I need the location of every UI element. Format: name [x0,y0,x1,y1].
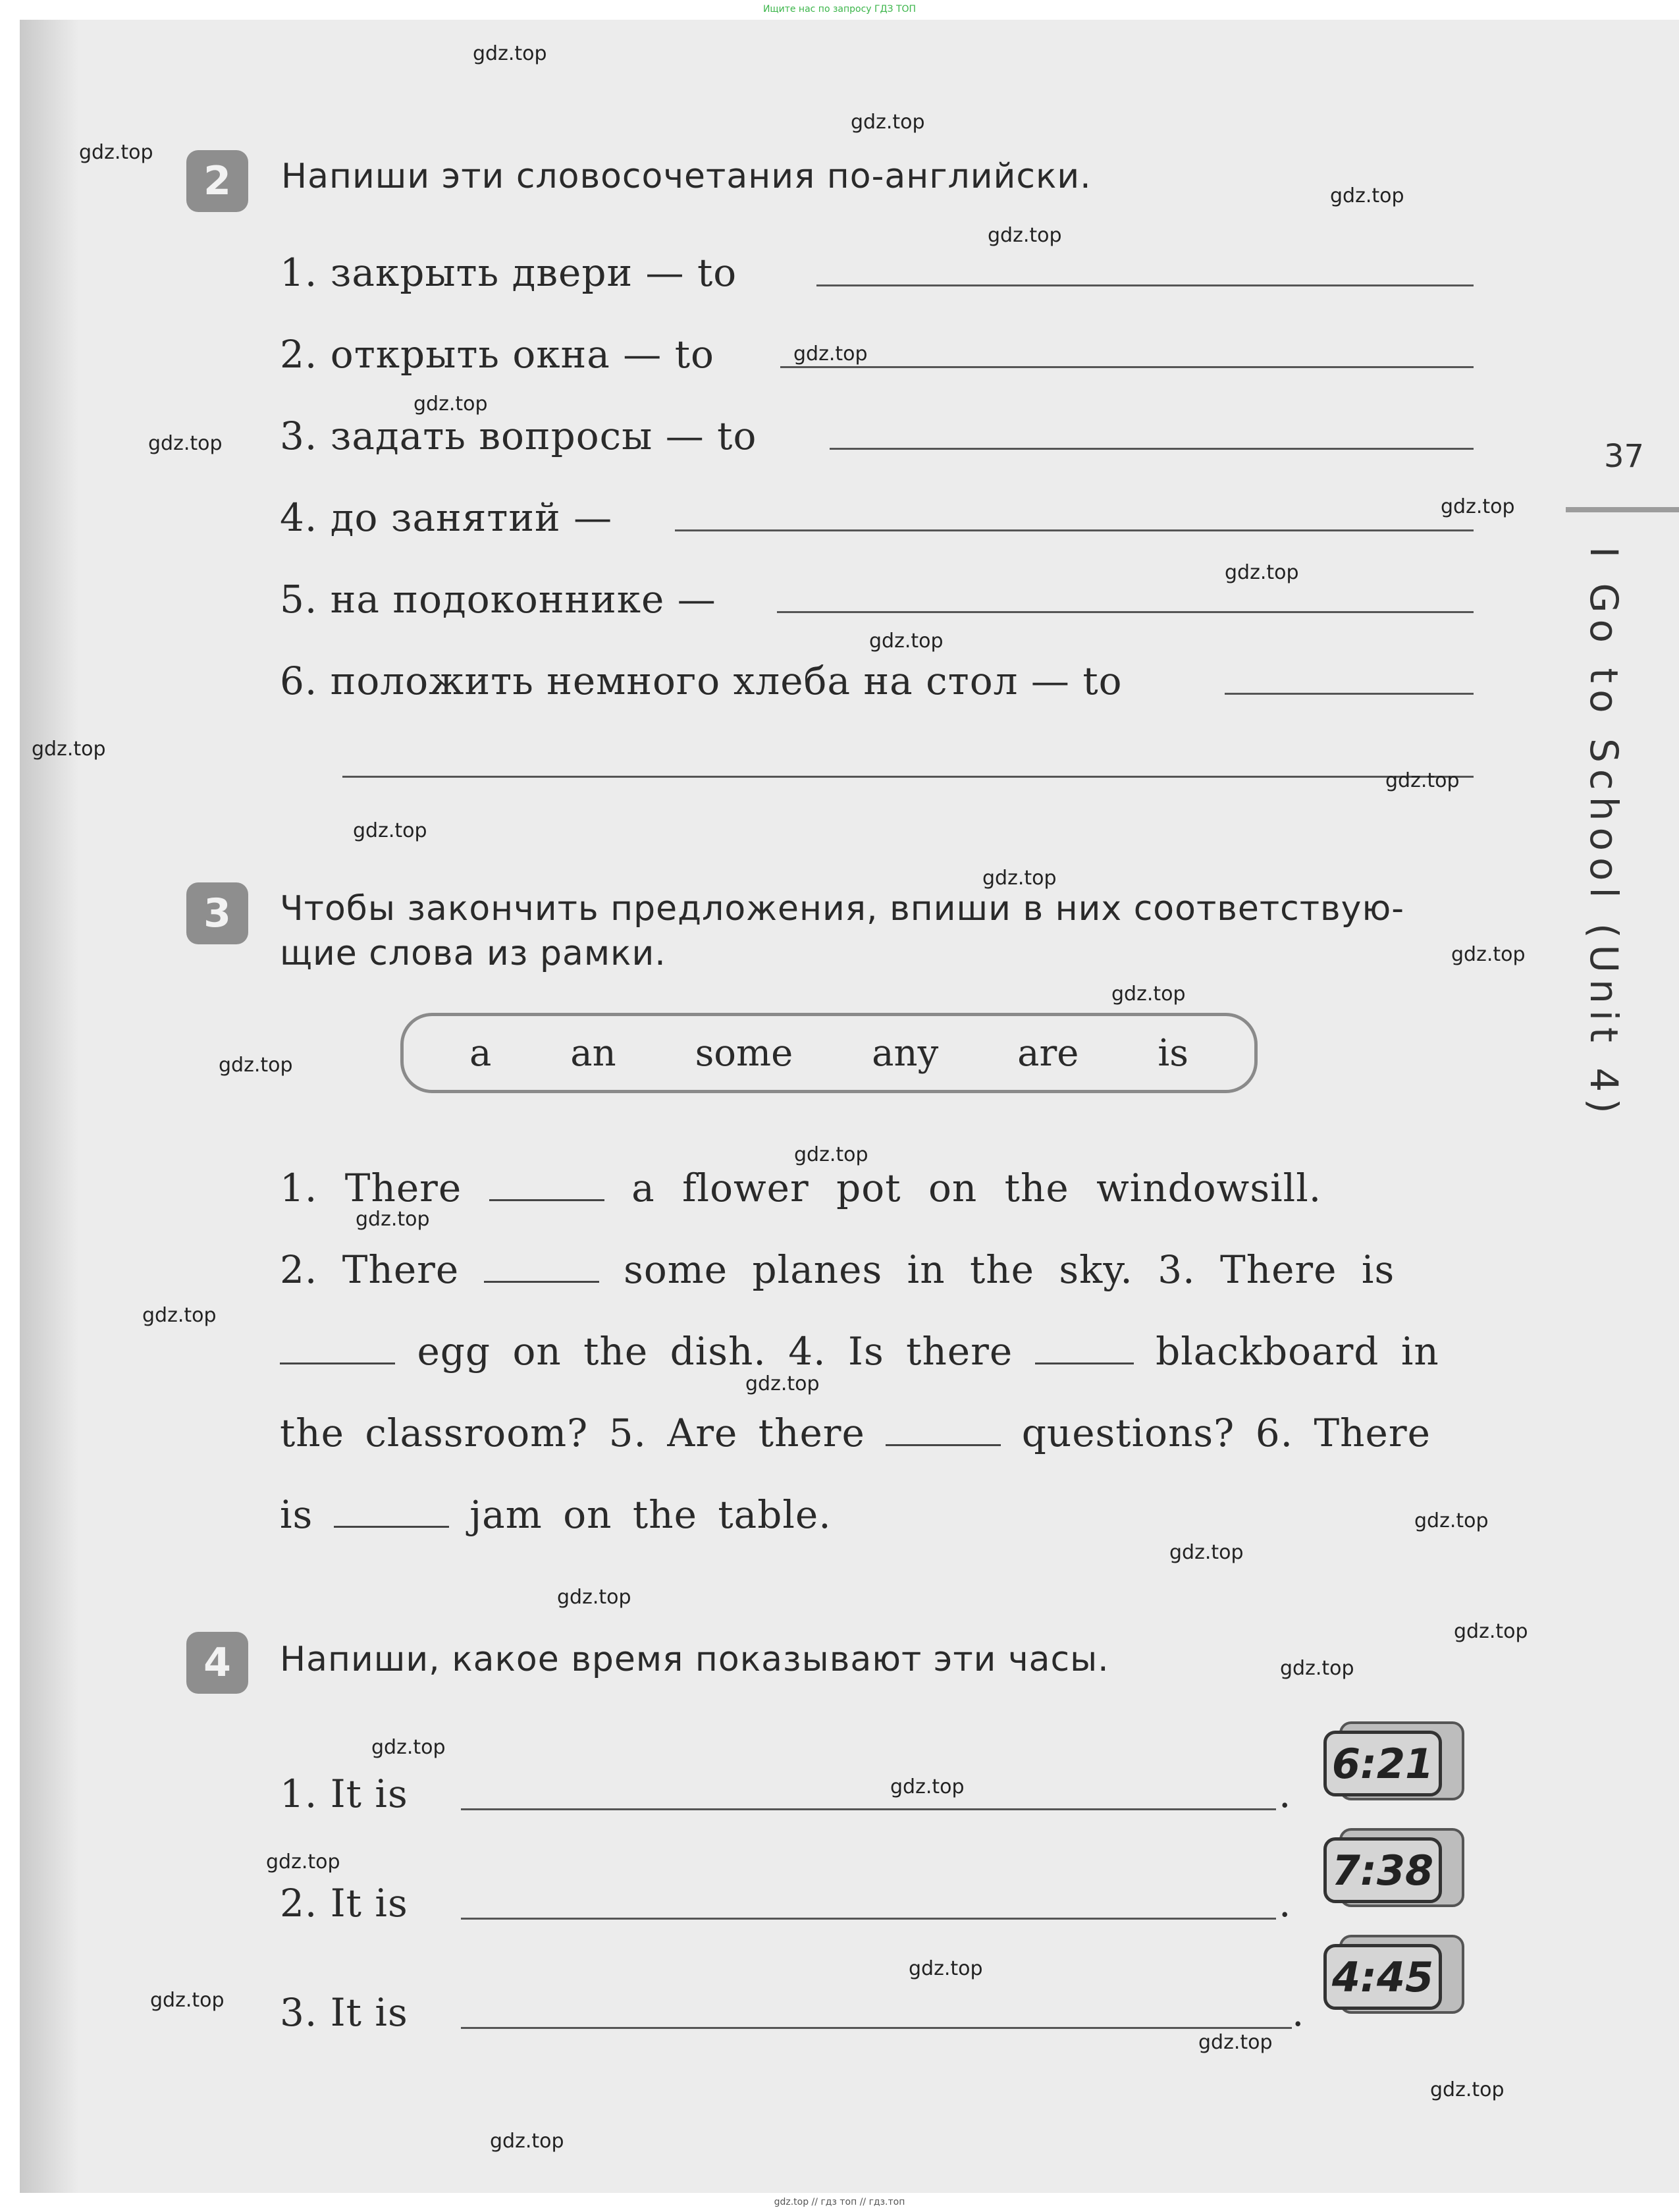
watermark: gdz.top [1414,1509,1489,1532]
task-2-item-6: 6. положить немного хлеба на стол — to [280,659,1123,703]
task-2-answer-line-6[interactable] [1225,693,1474,695]
task-3-line-1 [280,1166,1321,1210]
period: . [1292,1990,1305,2035]
watermark: gdz.top [150,1989,225,2012]
watermark: gdz.top [1280,1657,1354,1680]
task-2-answer-line-3[interactable] [830,448,1474,450]
word-an: an [570,1031,616,1075]
task-3-line-4 [280,1411,1431,1455]
period: . [1279,1771,1292,1816]
task-4-instruction: Напиши, какое время показывают эти часы. [280,1640,1109,1679]
task-2-item-1: 1. закрыть двери — to [280,250,737,295]
task-2-item-2: 2. открыть окна — to [280,332,714,377]
word-is: is [1158,1031,1188,1075]
watermark: gdz.top [473,42,547,65]
clock-3 [1323,1944,1455,2016]
text-fragment: some planes in the sky. 3. There is [624,1247,1395,1292]
blank-5[interactable] [886,1438,1001,1446]
word-some: some [695,1031,793,1075]
watermark: gdz.top [413,392,488,416]
task-4-badge: 4 [186,1632,248,1694]
watermark: gdz.top [1225,561,1299,584]
text-fragment: is [280,1492,313,1537]
watermark: gdz.top [1169,1541,1244,1564]
watermark: gdz.top [909,1957,983,1980]
task-2-badge: 2 [186,150,248,212]
word-box [400,1013,1258,1093]
watermark: gdz.top [745,1372,820,1395]
watermark: gdz.top [793,342,868,365]
text-fragment: questions? 6. There [1021,1411,1431,1455]
watermark: gdz.top [982,867,1057,890]
watermark: gdz.top [148,432,223,455]
task-2-instruction: Напиши эти словосочетания по-английски. [281,157,1092,196]
task-2-answer-line-6b[interactable] [342,776,1474,778]
watermark: gdz.top [1385,769,1460,792]
task-2-answer-line-2[interactable] [780,366,1474,368]
task-3-instruction-line-2: щие слова из рамки. [280,934,666,973]
text-fragment: a flower pot on the windowsill. [631,1166,1322,1210]
blank-6[interactable] [334,1519,449,1528]
task-2-answer-line-4[interactable] [675,529,1474,531]
watermark: gdz.top [1198,2031,1273,2054]
watermark: gdz.top [869,630,944,653]
period: . [1279,1881,1292,1926]
watermark: gdz.top [1454,1620,1528,1643]
text-fragment: jam on the table. [469,1492,832,1537]
bottom-note: gdz.top // гдз топ // гдз.топ [774,2197,905,2207]
watermark: gdz.top [1330,184,1404,207]
task-4-answer-line-3[interactable] [461,2027,1292,2029]
task-4-item-3: 3. It is [280,1990,408,2035]
watermark: gdz.top [371,1736,446,1759]
word-a: a [469,1031,492,1075]
task-2-item-3: 3. задать вопросы — to [280,414,757,458]
text-fragment: blackboard in [1156,1329,1439,1374]
top-note: Ищите нас по запросу ГДЗ ТОП [762,4,917,14]
watermark: gdz.top [142,1304,217,1327]
clock-1-display: 6:21 [1323,1731,1442,1796]
clock-1 [1323,1731,1455,1803]
blank-2[interactable] [484,1274,599,1283]
watermark: gdz.top [1451,943,1526,966]
side-rule [1566,507,1679,512]
watermark: gdz.top [988,224,1062,247]
word-any: any [872,1031,939,1075]
clock-2 [1323,1837,1455,1910]
text-fragment: 2. There [280,1247,460,1292]
spine-shadow [20,20,79,2193]
task-3-line-5 [280,1492,832,1537]
text-fragment: 1. There [280,1166,462,1210]
watermark: gdz.top [1441,495,1515,518]
task-3-line-2 [280,1247,1395,1292]
blank-3[interactable] [280,1356,395,1364]
watermark: gdz.top [794,1143,868,1166]
word-are: are [1017,1031,1079,1075]
blank-1[interactable] [489,1193,604,1201]
watermark: gdz.top [356,1208,430,1231]
unit-title: I Go to School (Unit 4) [1582,547,1626,1120]
clock-2-display: 7:38 [1323,1837,1442,1903]
task-3-instruction-line-1: Чтобы закончить предложения, впиши в них соответствую- [280,889,1404,929]
task-2-answer-line-5[interactable] [777,611,1474,613]
watermark: gdz.top [890,1775,965,1798]
watermark: gdz.top [32,738,106,761]
blank-4[interactable] [1035,1356,1134,1364]
task-2-item-4: 4. до занятий — [280,495,613,540]
task-4-item-1: 1. It is [280,1771,408,1816]
task-3-line-3 [280,1329,1439,1374]
watermark: gdz.top [851,111,925,134]
watermark: gdz.top [1111,983,1186,1006]
task-4-item-2: 2. It is [280,1881,408,1926]
watermark: gdz.top [490,2130,564,2153]
watermark: gdz.top [219,1054,293,1077]
task-2-item-5: 5. на подоконнике — [280,577,716,622]
task-4-answer-line-1[interactable] [461,1808,1276,1810]
task-2-answer-line-1[interactable] [816,284,1474,286]
watermark: gdz.top [79,141,153,164]
clock-3-display: 4:45 [1323,1944,1442,2010]
text-fragment: the classroom? 5. Are there [280,1411,865,1455]
watermark: gdz.top [266,1850,340,1874]
page-number: 37 [1604,438,1645,475]
watermark: gdz.top [557,1586,631,1609]
task-3-badge: 3 [186,882,248,944]
task-4-answer-line-2[interactable] [461,1918,1276,1920]
text-fragment: egg on the dish. 4. Is there [417,1329,1013,1374]
watermark: gdz.top [1430,2078,1505,2101]
watermark: gdz.top [353,819,427,842]
